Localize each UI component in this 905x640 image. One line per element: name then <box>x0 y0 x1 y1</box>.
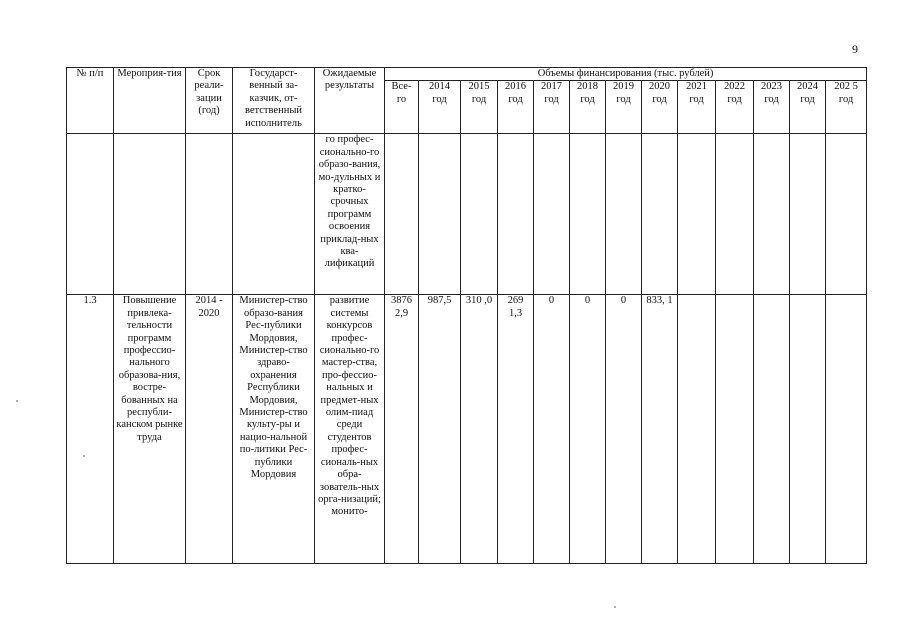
cell-value <box>754 134 790 295</box>
header-num: № п/п <box>67 68 114 134</box>
cell-value: 269 1,3 <box>498 295 534 564</box>
cell-value <box>570 134 606 295</box>
cell-value: 0 <box>570 295 606 564</box>
cell-value: 3876 2,9 <box>385 295 419 564</box>
cell-value <box>606 134 642 295</box>
header-year: 2015 год <box>461 81 498 134</box>
header-year: 2017 год <box>534 81 570 134</box>
header-year: 202 5 год <box>826 81 867 134</box>
header-year: 2014 год <box>419 81 461 134</box>
funding-table <box>66 67 867 564</box>
cell-customer <box>233 134 315 295</box>
cell-value <box>826 295 867 564</box>
cell-value <box>461 134 498 295</box>
cell-results: развитие системы конкурсов профес-сионально-го мастер-ства, про-фессио-нальных и предмет-ных олим-пиад среди студентов профес-сиональ-ных обра-зователь-ных орга-низаций; монито- <box>315 295 385 564</box>
cell-value <box>826 134 867 295</box>
cell-event: Повышение привлека-тельности программ профессио-нального образова-ния, востре-бованных на республи-канском рынке труда <box>114 295 186 564</box>
header-year: 2021 год <box>678 81 716 134</box>
cell-value <box>534 134 570 295</box>
cell-term <box>186 134 233 295</box>
header-year: 2024 год <box>790 81 826 134</box>
cell-value: 987,5 <box>419 295 461 564</box>
cell-value <box>716 295 754 564</box>
header-year: 2018 год <box>570 81 606 134</box>
header-funding: Объемы финансирования (тыс. рублей) <box>385 68 867 81</box>
header-year: 2023 год <box>754 81 790 134</box>
table-row <box>67 295 867 564</box>
cell-term: 2014 - 2020 <box>186 295 233 564</box>
cell-value <box>642 134 678 295</box>
cell-value <box>716 134 754 295</box>
cell-value <box>790 295 826 564</box>
cell-value: 0 <box>534 295 570 564</box>
cell-results: го профес-сионально-го образо-вания, мо-дульных и кратко-срочных программ освоения приклад-ных ква-лификаций <box>315 134 385 295</box>
header-term: Срок реали-зации (год) <box>186 68 233 134</box>
cell-value: 310 ,0 <box>461 295 498 564</box>
scan-speck <box>614 606 616 608</box>
header-year: 2020 год <box>642 81 678 134</box>
cell-value <box>419 134 461 295</box>
cell-value <box>678 134 716 295</box>
cell-event <box>114 134 186 295</box>
cell-customer: Министер-ство образо-вания Рес-публики Мордовия, Министер-ство здраво-охранения Республики Мордовия, Министер-ство культу-ры и нацио-нальной по-литики Рес-публики Мордовия <box>233 295 315 564</box>
cell-value <box>790 134 826 295</box>
cell-num: 1.3 <box>67 295 114 564</box>
header-customer: Государст-венный за-казчик, от-ветственный исполнитель <box>233 68 315 134</box>
cell-num <box>67 134 114 295</box>
cell-value: 833, 1 <box>642 295 678 564</box>
cell-value <box>385 134 419 295</box>
cell-value: 0 <box>606 295 642 564</box>
header-event: Мероприя-тия <box>114 68 186 134</box>
header-year: 2019 год <box>606 81 642 134</box>
table-row <box>67 134 867 295</box>
scan-speck <box>16 400 18 402</box>
scan-speck <box>83 455 85 457</box>
header-year: Все-го <box>385 81 419 134</box>
cell-value <box>678 295 716 564</box>
cell-value <box>498 134 534 295</box>
header-results: Ожидаемые результаты <box>315 68 385 134</box>
cell-value <box>754 295 790 564</box>
page-number: 9 <box>852 42 858 56</box>
header-year: 2016 год <box>498 81 534 134</box>
header-year: 2022 год <box>716 81 754 134</box>
